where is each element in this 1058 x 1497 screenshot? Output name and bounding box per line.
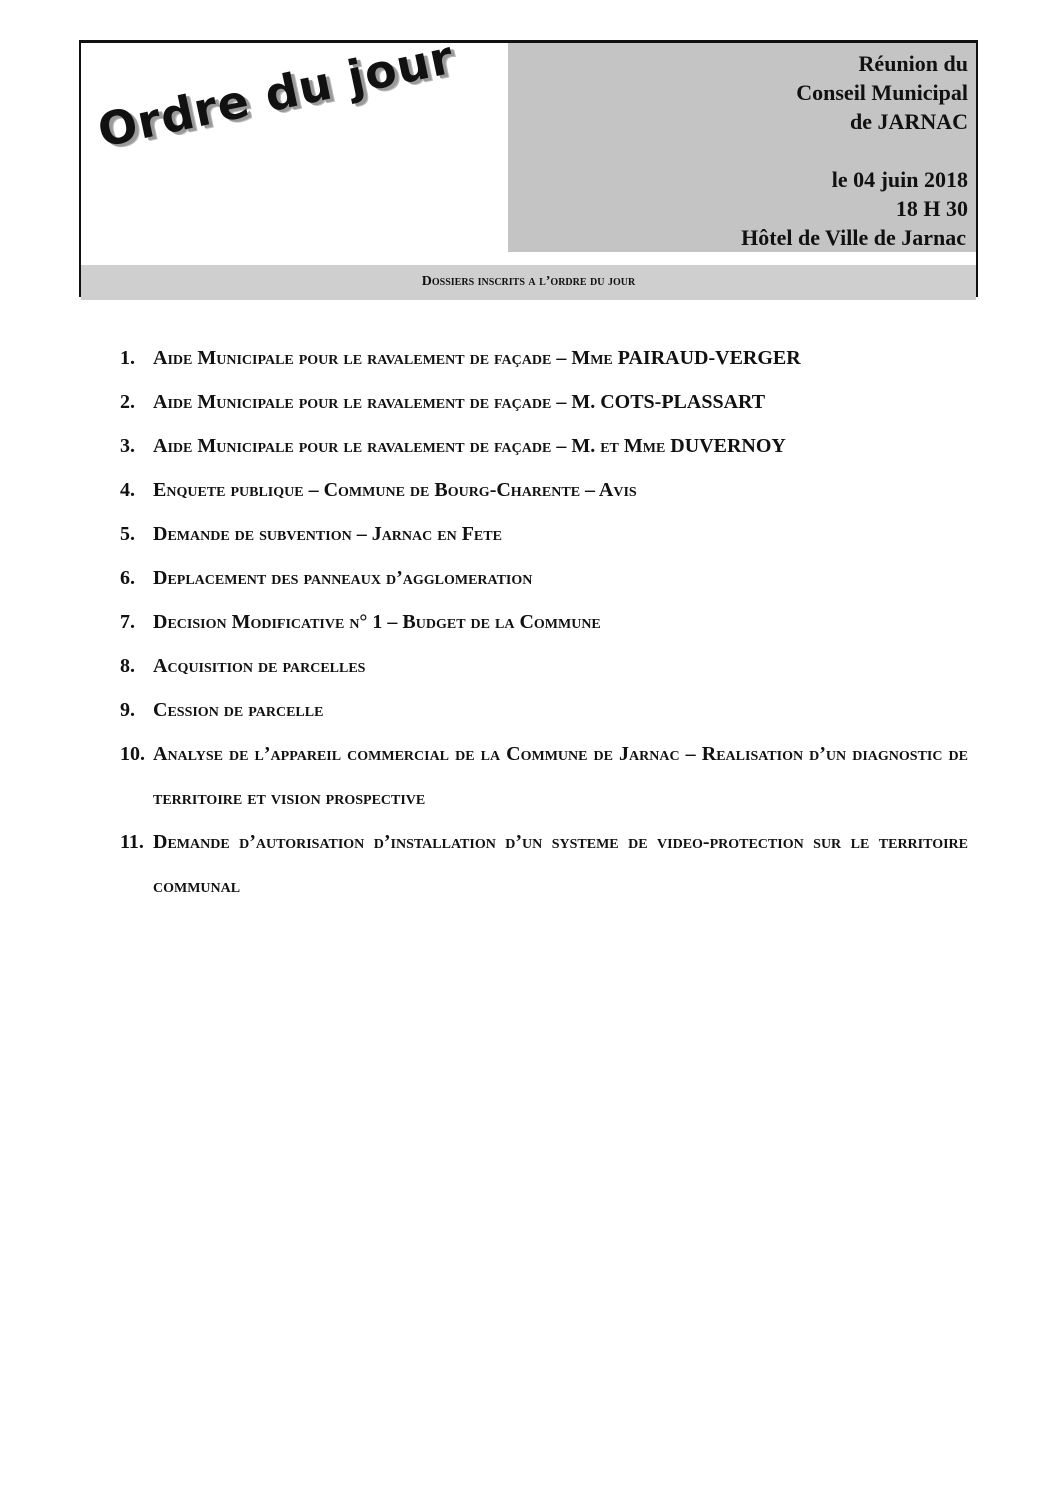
meeting-time: 18 H 30 (895, 196, 968, 221)
agenda-item-text: Aide Municipale pour le ravalement de façade – M. COTS-PLASSART (153, 391, 766, 413)
agenda-item-number: 8. (120, 655, 135, 677)
agenda-item (120, 336, 968, 380)
agenda-item-number: 6. (120, 567, 135, 589)
meeting-info-gap (796, 136, 968, 165)
agenda-item (120, 688, 968, 732)
agenda-list (120, 336, 968, 908)
logo-area (81, 29, 506, 265)
agenda-item-text: Analyse de l’appareil commercial de la Commune de Jarnac – Realisation d’un diagnostic de territoire et vision prospective (153, 743, 968, 809)
meeting-info-panel (508, 43, 976, 252)
agenda-item (120, 468, 968, 512)
agenda-item (120, 556, 968, 600)
agenda-item-text: Demande de subvention – Jarnac en Fete (153, 523, 502, 545)
agenda-item-number: 5. (120, 523, 135, 545)
meeting-info (796, 49, 968, 223)
agenda-item (120, 424, 968, 468)
agenda-item (120, 512, 968, 556)
agenda-item-number: 10. (120, 743, 145, 765)
agenda-item-number: 7. (120, 611, 135, 633)
agenda-item-number: 4. (120, 479, 135, 501)
meeting-venue: Hôtel de Ville de Jarnac (741, 225, 966, 250)
agenda-item-text: Acquisition de parcelles (153, 655, 366, 677)
agenda-item (120, 380, 968, 424)
meeting-date: le 04 juin 2018 (831, 167, 968, 192)
agenda-item-number: 9. (120, 699, 135, 721)
venue-background (508, 252, 976, 265)
agenda-item-number: 3. (120, 435, 135, 457)
meeting-line-2: Conseil Municipal (796, 80, 968, 105)
agenda-item-number: 2. (120, 391, 135, 413)
meeting-line-1: Réunion du (858, 51, 968, 76)
agenda-item-text: Aide Municipale pour le ravalement de façade – Mme PAIRAUD-VERGER (153, 347, 801, 369)
agenda-item-text: Decision Modificative n° 1 – Budget de la Commune (153, 611, 601, 633)
agenda-header (79, 29, 978, 297)
agenda-item-text: Deplacement des panneaux d’agglomeration (153, 567, 533, 589)
agenda-item (120, 644, 968, 688)
agenda-item (120, 600, 968, 644)
meeting-line-3: de JARNAC (850, 109, 968, 134)
agenda-item (120, 820, 968, 908)
agenda-item-text: Cession de parcelle (153, 699, 324, 721)
agenda-item-text: Enquete publique – Commune de Bourg-Charente – Avis (153, 479, 637, 501)
agenda-item-number: 11. (120, 831, 144, 853)
agenda-item-text: Demande d’autorisation d’installation d’un systeme de video-protection sur le territoire communal (153, 831, 968, 897)
logo-title: Ordre du jour (93, 29, 459, 158)
dossiers-heading: Dossiers inscrits a l’ordre du jour (81, 265, 976, 300)
agenda-item-text: Aide Municipale pour le ravalement de façade – M. et Mme DUVERNOY (153, 435, 786, 457)
agenda-item (120, 732, 968, 820)
agenda-item-number: 1. (120, 347, 135, 369)
